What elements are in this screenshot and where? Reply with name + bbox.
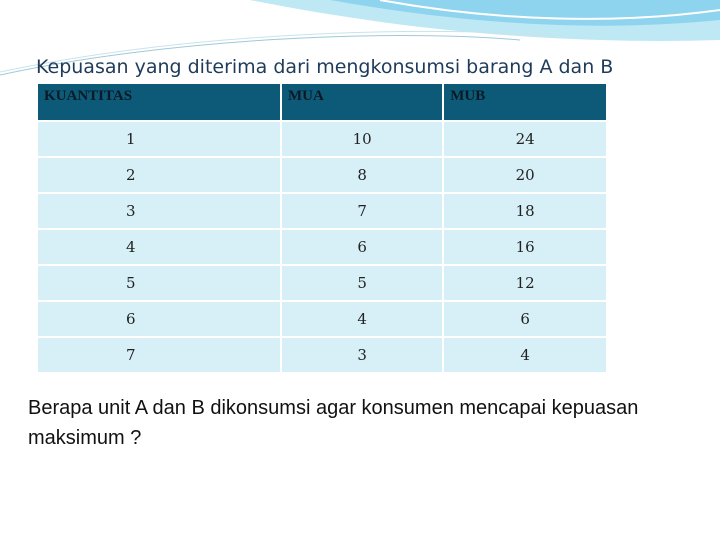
header-kuantitas: KUANTITAS bbox=[38, 84, 280, 120]
cell-mub: 18 bbox=[444, 194, 606, 228]
utility-table bbox=[36, 82, 608, 374]
cell-kuantitas: 1 bbox=[38, 122, 280, 156]
table-row bbox=[38, 302, 606, 336]
cell-kuantitas: 6 bbox=[38, 302, 280, 336]
table-row bbox=[38, 266, 606, 300]
cell-mub: 6 bbox=[444, 302, 606, 336]
table-row bbox=[38, 230, 606, 264]
table-row bbox=[38, 194, 606, 228]
cell-kuantitas: 3 bbox=[38, 194, 280, 228]
cell-mua: 4 bbox=[282, 302, 442, 336]
cell-mub: 16 bbox=[444, 230, 606, 264]
table-row bbox=[38, 158, 606, 192]
slide-title: Kepuasan yang diterima dari mengkonsumsi barang A dan B bbox=[36, 56, 614, 78]
cell-kuantitas: 5 bbox=[38, 266, 280, 300]
table-header-row bbox=[38, 84, 606, 120]
cell-mua: 10 bbox=[282, 122, 442, 156]
cell-mub: 20 bbox=[444, 158, 606, 192]
cell-kuantitas: 4 bbox=[38, 230, 280, 264]
cell-mub: 4 bbox=[444, 338, 606, 372]
cell-mua: 6 bbox=[282, 230, 442, 264]
cell-mua: 5 bbox=[282, 266, 442, 300]
cell-mub: 24 bbox=[444, 122, 606, 156]
question-text: Berapa unit A dan B dikonsumsi agar konsumen mencapai kepuasan maksimum ? bbox=[28, 397, 639, 449]
header-mub: MUB bbox=[444, 84, 606, 120]
cell-mua: 3 bbox=[282, 338, 442, 372]
table-row bbox=[38, 122, 606, 156]
cell-mua: 7 bbox=[282, 194, 442, 228]
cell-mub: 12 bbox=[444, 266, 606, 300]
cell-kuantitas: 7 bbox=[38, 338, 280, 372]
header-mua: MUA bbox=[282, 84, 442, 120]
table-row bbox=[38, 338, 606, 372]
cell-mua: 8 bbox=[282, 158, 442, 192]
cell-kuantitas: 2 bbox=[38, 158, 280, 192]
